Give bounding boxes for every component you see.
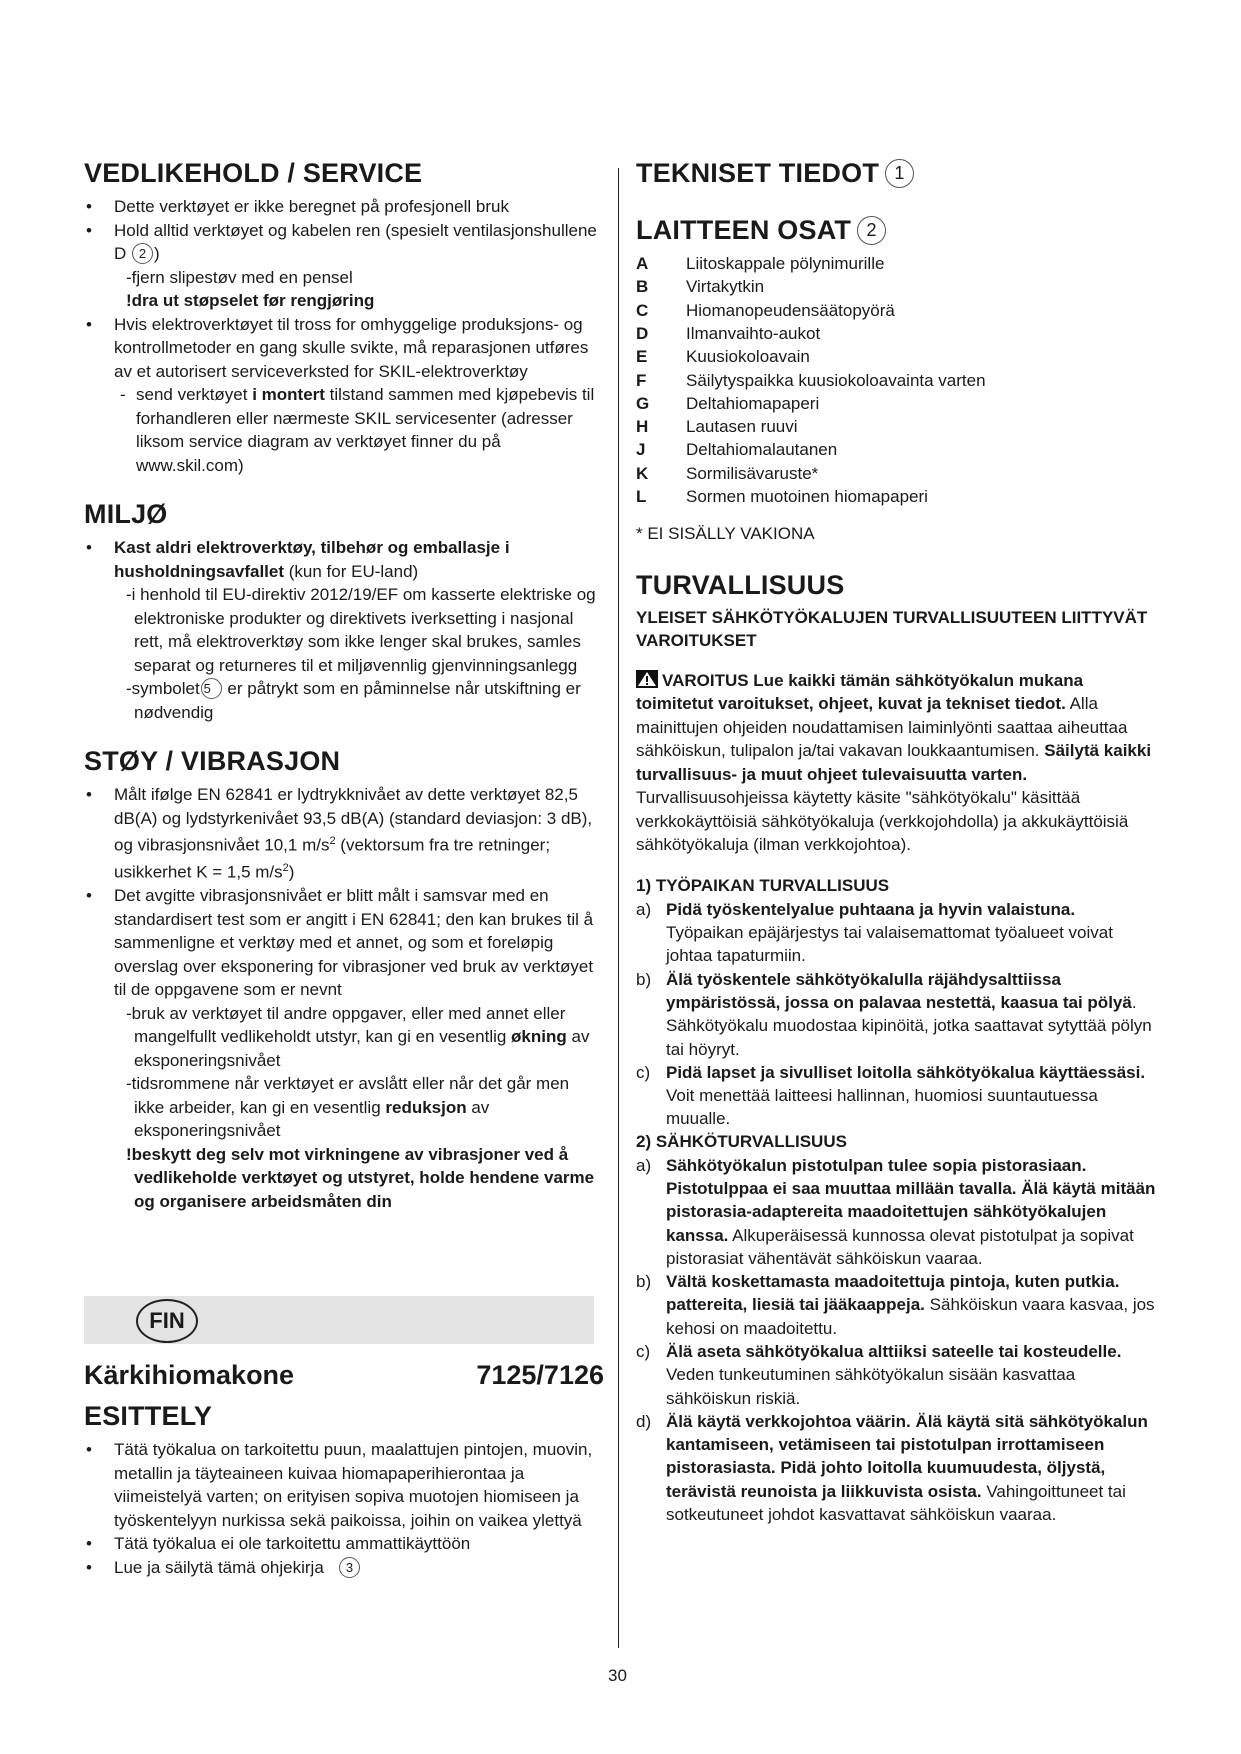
part-label: Ilmanvaihto-aukot: [686, 323, 821, 343]
vedlikehold-list: [84, 195, 604, 477]
part-key: J: [636, 440, 646, 460]
safety-heading-1: 1) TYÖPAIKAN TURVALLISUUS: [636, 875, 890, 895]
sub-item: - send verktøyet i montert tilstand sammen med kjøpebevis til forhandleren eller nærmeste SKIL servicesenter (adresser liksom service diagram av verktøyet finner du på www.skil.com): [120, 383, 604, 477]
section-title-tekniset: TEKNISET TIEDOT 1: [636, 158, 1156, 189]
right-column: [636, 158, 1156, 1526]
part-label: Virtakytkin: [686, 277, 765, 297]
sub-item: -symbolet 5 er påtrykt som en påminnelse når utskiftning er nødvendig: [126, 679, 581, 722]
section-title-turvallisuus: TURVALLISUUS: [636, 569, 845, 600]
part-row: [636, 252, 1156, 275]
page-number: 30: [608, 1666, 627, 1685]
figure-ref-badge: 5: [201, 678, 222, 699]
part-key: L: [636, 487, 647, 507]
part-key: G: [636, 393, 650, 413]
sub-item: -bruk av verktøyet til andre oppgaver, eller med annet eller mangelfullt vedlikeholdt utstyr, kan gi en vesentlig økning av eksponeringsnivået: [126, 1003, 590, 1070]
part-row: [636, 462, 1156, 485]
parts-list: [636, 252, 1156, 508]
part-row: [636, 415, 1156, 438]
warning-paragraph: VAROITUS Lue kaikki tämän sähkötyökalun mukana toimitetut varoitukset, ohjeet, kuvat ja tekniset tiedot. Alla mainittujen ohjeiden noudattamisen laiminlyönti saattaa aiheuttaa sähköiskun, tulipalon ja/tai vakavan loukkaantumisen. Säilytä kaikki turvallisuus- ja muut ohjeet tulevaisuutta varten. Turvallisuusohjeissa käytetty käsite "sähkötyökalu" käsittää verkkokäyttöisiä sähkötyökaluja (verkkojohdolla) ja akkukäyttöisiä sähkötyökaluja (ilman verkkojohtoa).: [636, 670, 1152, 855]
list-item: c) Älä aseta sähkötyökalua alttiiksi sateelle tai kosteudelle. Veden tunkeutuminen sähkötyökalun sisään kasvattaa sähköiskun riskiä.: [636, 1342, 1122, 1408]
part-key: F: [636, 370, 647, 390]
list-item: • Tätä työkalua on tarkoitettu puun, maalattujen pintojen, muovin, metallin ja täyteaineen kuivaa hiomapaperihierontaa ja viimeistelyä varten; on erityisen sopiva muotojen hiomiseen ja työskentelyyn nurkissa sekä paikoissa, joihin on vaikea ylettyä: [84, 1438, 604, 1532]
figure-ref-badge: 1: [885, 159, 914, 188]
part-label: Liitoskappale pölynimurille: [686, 254, 885, 274]
list-item: • Kast aldri elektroverktøy, tilbehør og emballasje i husholdningsavfallet (kun for EU-land) -i henhold til EU-direktiv 2012/19/EF om kasserte elektriske og elektroniske produkter og direktivets iverksetting i nasjonal rett, må elektroverktøy som ikke lenger skal brukes, samles separat og returneres til et miljøvennlig gjenvinningsanlegg -symbolet 5 er påtrykt som en påminnelse når utskiftning er nødvendig: [84, 536, 604, 724]
part-label: Deltahiomalautanen: [686, 440, 838, 460]
part-row: [636, 485, 1156, 508]
part-row: [636, 345, 1156, 368]
part-key: H: [636, 417, 649, 437]
part-row: [636, 369, 1156, 392]
section-title-miljo: MILJØ: [84, 499, 168, 530]
section-title-stoy: STØY / VIBRASJON: [84, 746, 341, 777]
language-band: [84, 1296, 594, 1344]
language-badge: FIN: [136, 1299, 198, 1343]
part-key: K: [636, 463, 649, 483]
part-label: Säilytyspaikka kuusiokoloavainta varten: [686, 370, 986, 390]
section-title-laitteen: LAITTEEN OSAT 2: [636, 215, 1156, 246]
parts-note: * EI SISÄLLY VAKIONA: [636, 524, 815, 544]
part-key: B: [636, 277, 649, 297]
left-column: [84, 158, 604, 1213]
safety-list-1: [636, 898, 1156, 1131]
figure-ref-badge: 3: [339, 1557, 360, 1578]
warning-icon: [636, 670, 658, 688]
part-label: Sormen muotoinen hiomapaperi: [686, 487, 928, 507]
sub-item: -i henhold til EU-direktiv 2012/19/EF om kasserte elektriske og elektroniske produkter og direktivets iverksetting i nasjonal rett, må elektroverktøy som ikke lenger skal brukes, samles separat og returneres til et miljøvennlig gjenvinningsanlegg: [126, 585, 596, 675]
part-key: C: [636, 300, 649, 320]
part-row: [636, 322, 1156, 345]
list-item: c) Pidä lapset ja sivulliset loitolla sähkötyökalua käyttäessäsi. Voit menettää laitteesi hallinnan, huomiosi suuntautuessa muualle.: [636, 1062, 1146, 1129]
figure-ref-badge: 2: [132, 243, 153, 264]
sub-item: -fjern slipestøv med en pensel: [126, 267, 353, 287]
safety-subtitle: YLEISET SÄHKÖTYÖKALUJEN TURVALLISUUTEEN LIITTYVÄT VAROITUKSET: [636, 607, 1148, 650]
part-key: A: [636, 254, 649, 274]
list-item: b) Vältä koskettamasta maadoitettuja pintoja, kuten putkia. pattereita, liesiä tai jääkaappeja. Sähköiskun vaara kasvaa, jos kehosi on maadoitettu.: [636, 1272, 1155, 1338]
part-label: Kuusiokoloavain: [686, 347, 810, 367]
part-label: Deltahiomapaperi: [686, 393, 820, 413]
sub-item: -tidsrommene når verktøyet er avslått eller når det går men ikke arbeider, kan gi en vesentlig reduksjon av eksponeringsnivået: [126, 1074, 570, 1141]
stoy-list: [84, 783, 604, 1213]
safety-heading-2: 2) SÄHKÖTURVALLISUUS: [636, 1131, 847, 1151]
part-key: E: [636, 347, 648, 367]
product-name: Kärkihiomakone: [84, 1360, 295, 1390]
section-title-vedlikehold: VEDLIKEHOLD / SERVICE: [84, 158, 423, 188]
list-item: a) Pidä työskentelyalue puhtaana ja hyvin valaistuna. Työpaikan epäjärjestys tai valaisemattomat työalueet voivat johtaa tapaturmiin.: [636, 899, 1113, 966]
esittely-list: [84, 1438, 604, 1579]
list-item: d) Älä käytä verkkojohtoa väärin. Älä käytä sitä sähkötyökalun kantamiseen, vetämiseen tai pistotulpan irrottamiseen pistorasiasta. Pidä johto loitolla kuumuudesta, öljystä, terävistä reunoista ja liikkuvista osista. Vahingoittuneet tai sotkeutuneet johdot kasvattavat sähköiskun vaaraa.: [636, 1411, 1148, 1525]
model-number: 7125/7126: [476, 1360, 604, 1390]
column-divider: [618, 168, 619, 1648]
product-title-row: [84, 1360, 604, 1391]
section-title-esittely: ESITTELY: [84, 1401, 213, 1431]
list-item: • Lue ja säilytä tämä ohjekirja 3: [84, 1556, 604, 1580]
list-item: • Målt ifølge EN 62841 er lydtrykknivået av dette verktøyet 82,5 dB(A) og lydstyrkenivået 93,5 dB(A) (standard deviasjon: 3 dB), og vibrasjonsnivået 10,1 $m/s^2$ (vektorsum fra tre retninger; usikkerhet K = 1,5 $m/s^2$): [84, 783, 604, 884]
part-row: [636, 275, 1156, 298]
list-item: • Hvis elektroverktøyet til tross for omhyggelige produksjons- og kontrollmetoder en gang skulle svikte, må reparasjonen utføres av et autorisert serviceverksted for SKIL-elektroverktøy - send verktøyet i montert tilstand sammen med kjøpebevis til forhandleren eller nærmeste SKIL servicesenter (adresser liksom service diagram av verktøyet finner du på www.skil.com): [84, 313, 604, 478]
part-label: Lautasen ruuvi: [686, 417, 798, 437]
list-item: a) Sähkötyökalun pistotulpan tulee sopia pistorasiaan. Pistotulppaa ei saa muuttaa millään tavalla. Älä käytä mitään pistorasia-adaptereita maadoitettujen sähkötyökalujen kanssa. Alkuperäisessä kunnossa olevat pistotulpat ja sopivat pistorasiat vähentävät sähköiskun vaaraa.: [636, 1155, 1156, 1268]
part-row: [636, 299, 1156, 322]
sub-item: !beskytt deg selv mot virkningene av vibrasjoner ved å vedlikeholde verktøyet og utstyret, holde hendene varme og organisere arbeidsmåten din: [126, 1144, 595, 1211]
list-item: • Det avgitte vibrasjonsnivået er blitt målt i samsvar med en standardisert test som er angitt i EN 62841; den kan brukes til å sammenligne et verktøy med et annet, og som et foreløpig overslag over eksponering for vibrasjoner ved bruk av verktøyet til de oppgavene som er nevnt -bruk av verktøyet til andre oppgaver, eller med annet eller mangelfullt vedlikeholdt utstyr, kan gi en vesentlig økning av eksponeringsnivået -tidsrommene når verktøyet er avslått eller når det går men ikke arbeider, kan gi en vesentlig reduksjon av eksponeringsnivået !beskytt deg selv mot virkningene av vibrasjoner ved å vedlikeholde verktøyet og utstyret, holde hendene varme og organisere arbeidsmåten din: [84, 884, 604, 1213]
miljo-list: [84, 536, 604, 724]
list-item: • Tätä työkalua ei ole tarkoitettu ammattikäyttöön: [84, 1532, 604, 1556]
figure-ref-badge: 2: [857, 216, 886, 245]
part-row: [636, 438, 1156, 461]
finnish-intro: [84, 1360, 604, 1579]
list-item: • Hold alltid verktøyet og kabelen ren (spesielt ventilasjonshullene D 2 ) -fjern slipestøv med en pensel !dra ut støpselet før rengjøring: [84, 219, 604, 313]
part-label: Sormilisävaruste*: [686, 463, 819, 483]
safety-list-2: [636, 1154, 1156, 1527]
part-label: Hiomanopeudensäätopyörä: [686, 300, 895, 320]
list-item: b) Älä työskentele sähkötyökalulla räjähdysalttiissa ympäristössä, jossa on palavaa nestettä, kaasua tai pölyä. Sähkötyökalu muodostaa kipinöitä, jotka saattavat sytyttää pölyn tai höyryt.: [636, 969, 1152, 1059]
part-row: [636, 392, 1156, 415]
part-key: D: [636, 323, 649, 343]
list-item: • Dette verktøyet er ikke beregnet på profesjonell bruk: [84, 195, 604, 219]
sub-item: !dra ut støpselet før rengjøring: [126, 291, 375, 311]
